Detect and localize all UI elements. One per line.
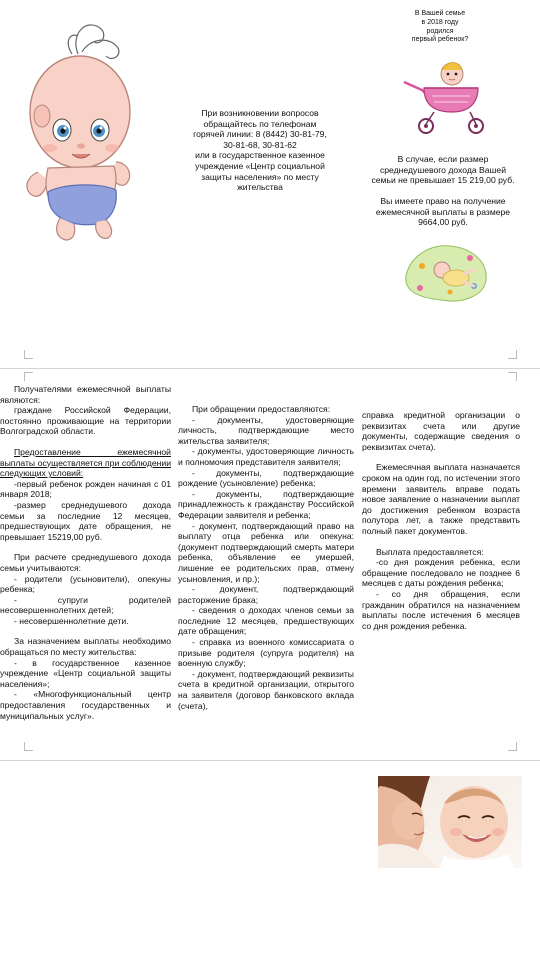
contact-line: 30-81-68, 30-81-62 bbox=[223, 139, 297, 150]
income-line: В случае, если размер bbox=[397, 154, 489, 164]
list-item: - супруги родителей несовершеннолетних детей; bbox=[0, 594, 171, 616]
contact-line: горячей линии: 8 (8442) 30-81-79, bbox=[193, 129, 327, 140]
payment-line: 9664,00 руб. bbox=[418, 217, 468, 228]
crop-mark bbox=[24, 742, 33, 751]
question-line: в 2018 году bbox=[421, 18, 459, 26]
contact-line: При возникновении вопросов bbox=[201, 108, 319, 118]
contact-line: обращайтесь по телефонам bbox=[203, 118, 317, 129]
list-item: - в государственное казенное учреждение «Центр социальной защиты населения»; bbox=[0, 657, 171, 689]
income-condition-block bbox=[360, 154, 526, 186]
list-item: - документы, удостоверяющие личность, подтверждающие место жительства заявителя; bbox=[178, 414, 354, 446]
question-line: В Вашей семье bbox=[414, 10, 466, 17]
list-item: - документы, удостоверяющие личность и полномочия представителя заявителя; bbox=[178, 446, 354, 467]
crop-mark bbox=[24, 372, 33, 381]
page-divider bbox=[0, 368, 540, 369]
question-line: первый ребенок? bbox=[411, 36, 469, 44]
contact-line: учреждение «Центр социальной bbox=[195, 160, 325, 171]
paragraph: За назначением выплаты необходимо обращаться по месту жительства: bbox=[0, 636, 171, 658]
list-item: - документ, подтверждающий реквизиты счета в кредитной организации, открытого на заявителя (договор банковского вклада (счета), bbox=[178, 668, 354, 711]
paragraph: Ежемесячная выплата назначается сроком на один год, по истечении этого времени заявитель вправе подать новое заявление о назначении выплат до достижения ребенком возраста полутора лет, а также представить полный пакет документов. bbox=[362, 462, 520, 536]
list-item: - документы, подтверждающие рождение (усыновление) ребенка; bbox=[178, 467, 354, 489]
payment-line: Вы имеете право на получение bbox=[380, 196, 506, 206]
payment-amount-block bbox=[360, 196, 526, 228]
paragraph: справка кредитной организации о реквизитах счета или другие документы, содержащие сведения о реквизитах счета). bbox=[362, 410, 520, 452]
documents-heading: При обращении предоставляются: bbox=[192, 404, 331, 414]
list-item: -со дня рождения ребенка, если обращение последовало не позднее 6 месяцев с даты рождения ребенка; bbox=[362, 557, 520, 589]
list-item: - со дня обращения, если гражданин обратился на назначением выплаты после истечения 6 месяцев со дня рождения ребенка. bbox=[362, 588, 520, 631]
eligibility-column bbox=[0, 384, 171, 721]
income-line: семьи не превышает 15 219,00 руб. bbox=[371, 175, 515, 186]
paragraph: граждане Российской Федерации, постоянно проживающие на территории Волгоградской области. bbox=[0, 405, 171, 437]
payment-line: ежемесячной выплаты в размере bbox=[375, 206, 511, 217]
page-divider bbox=[0, 760, 540, 761]
contact-line: жительства bbox=[237, 182, 283, 193]
baby-cartoon-illustration bbox=[20, 12, 135, 244]
conditions-heading: Предоставление ежемесячной выплаты осуществляется при соблюдении следующих условий: bbox=[0, 446, 171, 479]
list-item: - документ, подтверждающий расторжение брака; bbox=[178, 584, 354, 605]
contact-line: защиты населения» по месту bbox=[201, 171, 319, 182]
documents-column bbox=[178, 404, 354, 711]
list-item: - документы, подтверждающие принадлежность к гражданству Российской Федерации заявителя и ребенка; bbox=[178, 488, 354, 520]
list-item: - родители (усыновители), опекуны ребенка; bbox=[0, 573, 171, 595]
contact-line: или в государственное казенное bbox=[195, 150, 325, 161]
mother-and-baby-photo bbox=[378, 776, 522, 868]
paragraph: -размер среднедушевого дохода семьи за последние 12 месяцев, предшествующих дате обращения, не превышает 15219,00 руб. bbox=[0, 499, 171, 542]
list-item: - несовершеннолетние дети. bbox=[14, 615, 129, 626]
question-line: родился bbox=[426, 27, 454, 35]
paragraph: При расчете среднедушевого дохода семьи учитываются: bbox=[0, 552, 171, 573]
payment-terms-column bbox=[362, 410, 520, 631]
paragraph: -первый ребенок рожден начиная с 01 января 2018; bbox=[0, 478, 171, 500]
payment-terms-heading: Выплата предоставляется: bbox=[376, 546, 484, 557]
baby-on-blanket-illustration bbox=[400, 236, 492, 306]
list-item: - справка из военного комиссариата о призыве родителя (супруга родителя) на военную службу; bbox=[178, 637, 354, 669]
income-line: среднедушевого дохода Вашей bbox=[379, 164, 507, 175]
paragraph: Получателями ежемесячной выплаты являются: bbox=[0, 384, 171, 405]
contact-info-block bbox=[172, 108, 348, 193]
list-item: - документ, подтверждающий право на выплату отца ребенка или опекуна: (документ подтверждающий смерть матери ребенка, объявление ее умершей, лишение ее родительских прав, отмену усыновления, и пр.); bbox=[178, 520, 354, 584]
crop-mark bbox=[24, 350, 33, 359]
first-child-question bbox=[390, 10, 490, 45]
crop-mark bbox=[508, 350, 517, 359]
baby-stroller-illustration bbox=[396, 60, 486, 136]
list-item: - сведения о доходах членов семьи за последние 12 месяцев, предшествующих дате обращения; bbox=[178, 605, 354, 637]
crop-mark bbox=[508, 372, 517, 381]
list-item: - «Многофункциональный центр предоставления государственных и муниципальных услуг». bbox=[0, 689, 171, 721]
crop-mark bbox=[508, 742, 517, 751]
